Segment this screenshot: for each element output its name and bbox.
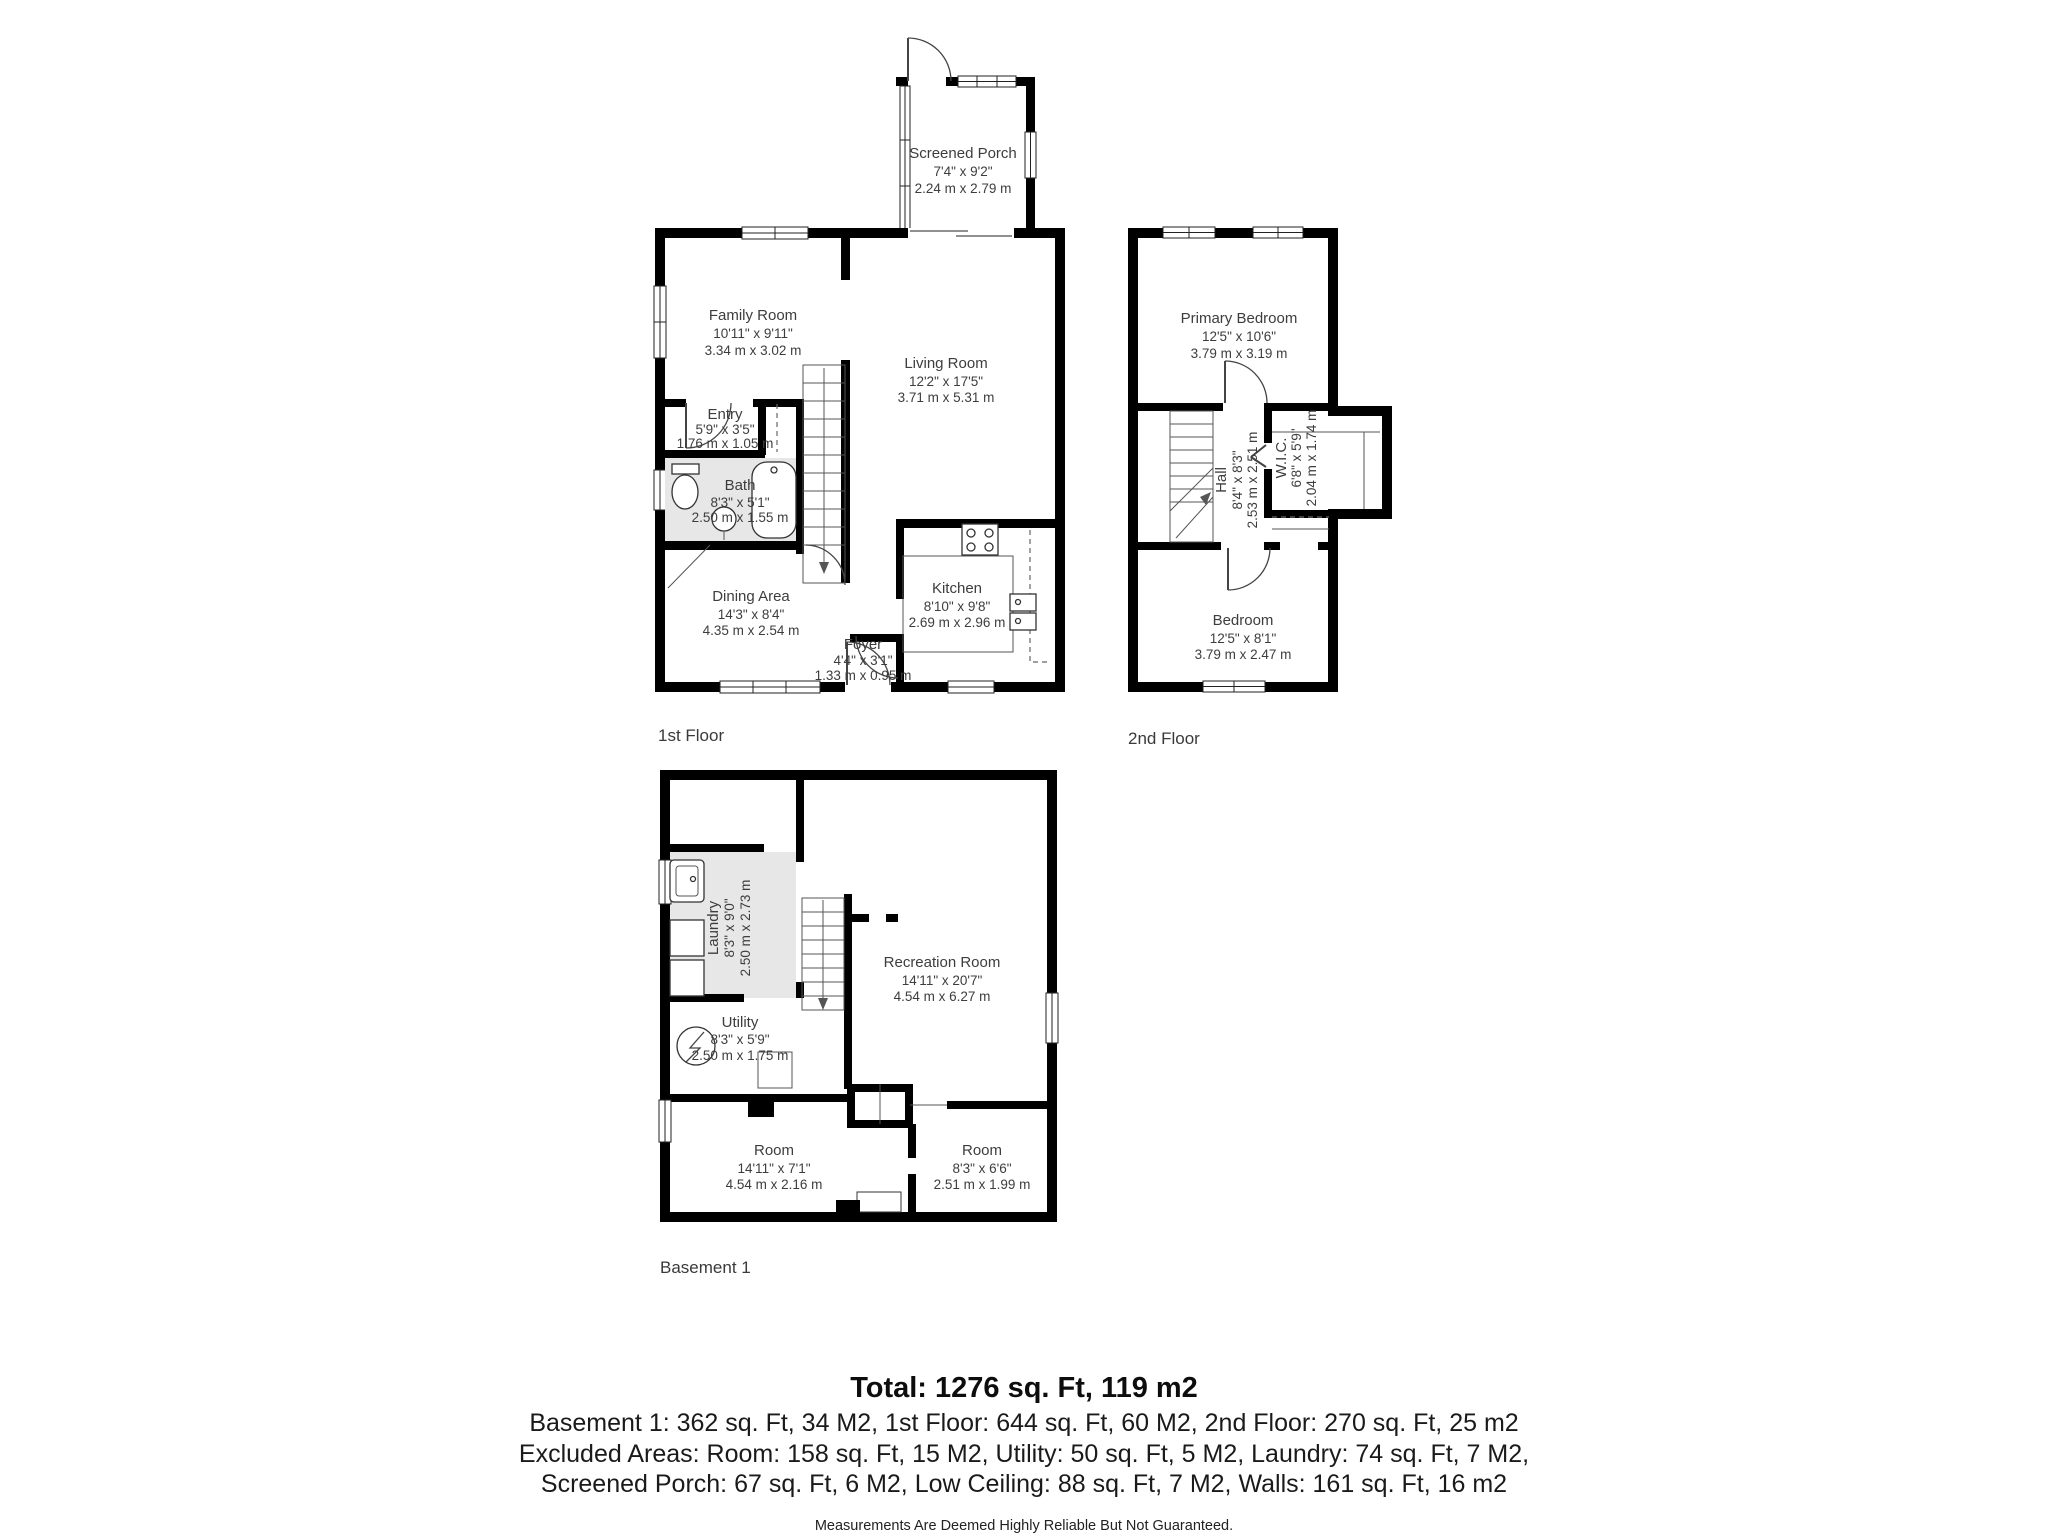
summary-floors-line: Basement 1: 362 sq. Ft, 34 M2, 1st Floor: 644 sq. Ft, 60 M2, 2nd Floor: 270 sq. Ft, 25 m2	[529, 1409, 1519, 1437]
summary-excluded-line2: Screened Porch: 67 sq. Ft, 6 M2, Low Ceiling: 88 sq. Ft, 7 M2, Walls: 161 sq. Ft, 16 m2	[540, 1470, 1508, 1498]
room-dims-imperial: 10'11" x 9'11"	[713, 326, 793, 341]
room-dims-imperial: 7'4" x 9'2"	[933, 164, 993, 179]
room-dims-imperial: 8'3" x 5'1"	[710, 495, 770, 510]
room-dims-imperial: 8'3" x 5'9"	[710, 1032, 770, 1047]
room-dims-imperial: 8'4" x 8'3"	[1230, 450, 1245, 510]
second-floor-plan	[1100, 215, 1420, 715]
room-dims-metric: 2.04 m x 1.74 m	[1304, 409, 1319, 507]
room-name: Family Room	[708, 307, 798, 324]
washer-icon	[670, 920, 704, 956]
room-dims-imperial: 14'11" x 20'7"	[901, 973, 983, 988]
room-name: W.I.C.	[1273, 437, 1290, 479]
room-dims-imperial: 14'11" x 7'1"	[737, 1161, 811, 1176]
laundry-fixtures	[670, 860, 704, 996]
room-name: Dining Area	[712, 588, 790, 605]
toilet-icon	[672, 464, 699, 509]
room-name: Hall	[1213, 467, 1230, 493]
room-dims-metric: 2.51 m x 1.99 m	[933, 1177, 1031, 1192]
room-name: Laundry	[705, 900, 722, 956]
room-dims-metric: 3.79 m x 3.19 m	[1190, 346, 1288, 361]
room-name: Utility	[721, 1014, 759, 1031]
room-dims-metric: 3.71 m x 5.31 m	[897, 390, 995, 405]
room-dims-metric: 3.34 m x 3.02 m	[704, 343, 802, 358]
porch-door	[908, 38, 951, 81]
room-name: Bedroom	[1212, 612, 1274, 629]
room-dims-imperial: 8'3" x 6'6"	[952, 1161, 1012, 1176]
room-dims-metric: 1.33 m x 0.95 m	[814, 668, 912, 683]
room-dims-imperial: 12'5" x 10'6"	[1201, 329, 1277, 344]
room-label-living-room	[898, 355, 995, 405]
room-name: Primary Bedroom	[1180, 310, 1298, 327]
basement-plan	[640, 750, 1080, 1235]
basement-entry-notch	[857, 1192, 901, 1212]
room-name: Living Room	[904, 355, 988, 372]
floor-caption-2nd: 2nd Floor	[1128, 729, 1200, 748]
room-dims-imperial: 5'9" x 3'5"	[695, 422, 755, 437]
room-dims-imperial: 12'5" x 8'1"	[1209, 631, 1277, 646]
room-name: Screened Porch	[909, 145, 1017, 162]
room-dims-metric: 2.24 m x 2.79 m	[914, 181, 1012, 196]
room-name: Recreation Room	[883, 954, 1001, 971]
room-label-family-room	[705, 307, 802, 358]
room-dims-imperial: 6'8" x 5'9"	[1289, 428, 1304, 488]
laundry-sink-icon	[670, 860, 704, 902]
room-dims-metric: 4.54 m x 6.27 m	[893, 989, 991, 1004]
room-dims-imperial: 4'4" x 3'1"	[833, 653, 893, 668]
room-name: Entry	[707, 406, 743, 423]
summary-total: Total: 1276 sq. Ft, 119 m2	[850, 1372, 1198, 1404]
room-name: Kitchen	[931, 580, 983, 597]
room-name: Foyer	[843, 636, 883, 653]
floor-caption-1st: 1st Floor	[658, 726, 725, 745]
room-dims-metric: 4.35 m x 2.54 m	[702, 623, 800, 638]
room-dims-metric: 2.50 m x 1.75 m	[691, 1048, 789, 1063]
room-dims-imperial: 12'2" x 17'5"	[908, 374, 984, 389]
room-dims-metric: 2.50 m x 1.55 m	[691, 510, 789, 525]
summary-excluded-line1: Excluded Areas: Room: 158 sq. Ft, 15 M2, Utility: 50 sq. Ft, 5 M2, Laundry: 74 sq. Ft, 7 M2,	[518, 1440, 1530, 1468]
room-dims-metric: 4.54 m x 2.16 m	[725, 1177, 823, 1192]
floor-caption-basement: Basement 1	[660, 1258, 751, 1277]
room-dims-metric: 3.79 m x 2.47 m	[1194, 647, 1292, 662]
room-dims-metric: 2.53 m x 2.51 m	[1245, 431, 1260, 529]
room-dims-imperial: 8'3" x 9'0"	[722, 898, 737, 958]
room-name: Room	[961, 1142, 1003, 1159]
summary-disclaimer: Measurements Are Deemed Highly Reliable But Not Guaranteed.	[814, 1518, 1234, 1534]
screened-porch	[896, 38, 1036, 238]
dryer-icon	[670, 960, 704, 996]
room-dims-metric: 1.76 m x 1.05 m	[676, 436, 774, 451]
room-dims-imperial: 14'3" x 8'4"	[717, 607, 785, 622]
first-floor-plan	[630, 20, 1100, 740]
room-dims-imperial: 8'10" x 9'8"	[923, 599, 991, 614]
bath-room	[665, 458, 796, 541]
room-dims-metric: 2.69 m x 2.96 m	[908, 615, 1006, 630]
room-dims-metric: 2.50 m x 2.73 m	[738, 879, 753, 977]
stove-icon	[962, 524, 998, 555]
room-name: Room	[753, 1142, 795, 1159]
room-name: Bath	[724, 477, 756, 494]
